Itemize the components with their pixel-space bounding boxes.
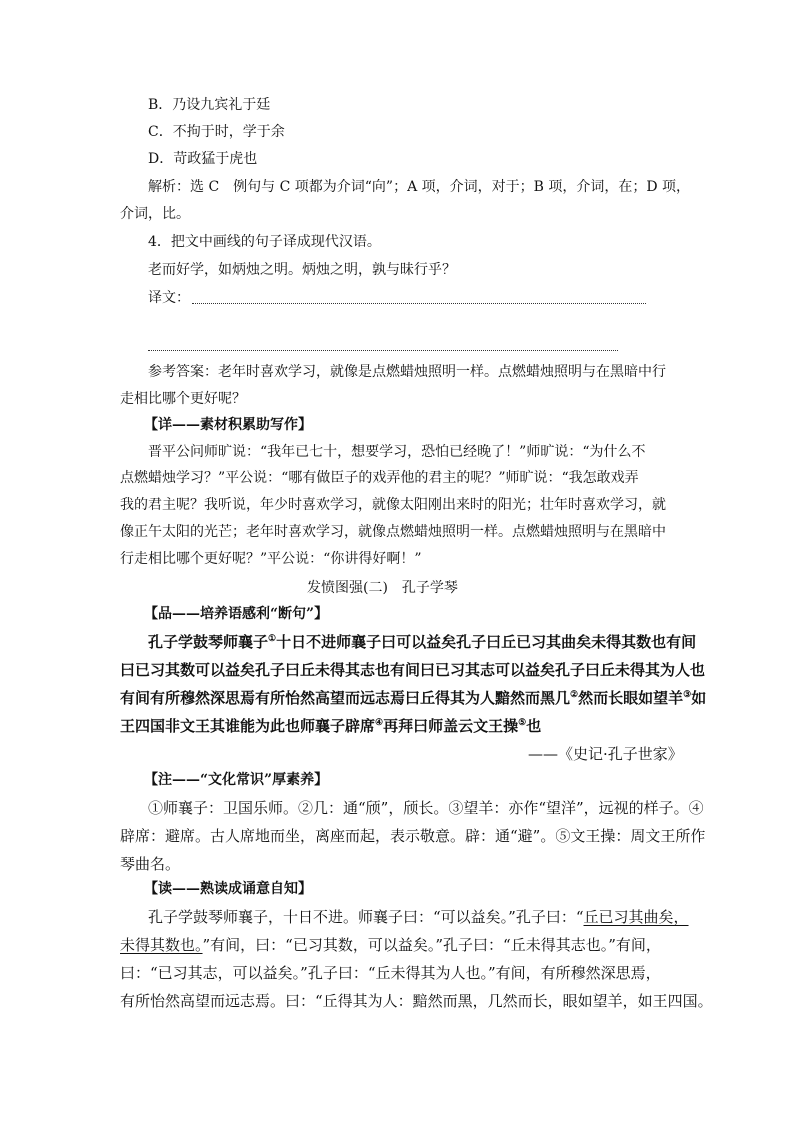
underlined-sentence-part-2: 未得其数也。	[120, 936, 203, 954]
read-line-1: 孔子学鼓琴师襄子，十日不进。师襄子曰：“可以益矣。”孔子曰：“丘已习其曲矣，	[148, 908, 689, 926]
note-line-2: 辟席：避席。古人席地而坐，离座而起，表示敬意。辟：通“避”。⑤文王操：周文王所作	[120, 827, 706, 845]
analysis-line-1: 解析：选 C 例句与 C 项都为介词“向”；A 项，介词，对于；B 项，介词，在；D 项，	[148, 179, 691, 195]
unpunctuated-line-2: 曰已习其数可以益矣孔子曰丘未得其志也有间曰已习其志可以益矣孔子曰丘未得其为人也	[120, 661, 706, 679]
unpunctuated-line-3: 有间有所穆然深思焉有所怡然高望而远志焉曰丘得其为人黯然而黑几②然而长眼如望羊③如	[120, 689, 707, 707]
footnote-marker-3: ③	[683, 690, 692, 700]
section-detail-heading: 【详——素材积累助写作】	[144, 417, 312, 433]
footnote-marker-4: ④	[375, 718, 384, 728]
detail-line-4: 像正午太阳的光芒；老年时喜欢学习，就像点燃蜡烛照明一样。点燃蜡烛照明与在黑暗中	[120, 524, 666, 540]
section-read-heading: 【读——熟读成诵意自知】	[144, 881, 312, 897]
unpunctuated-line-4: 王四国非文王其谁能为此也师襄子辟席④再拜曰师盖云文王操⑤也	[120, 717, 542, 735]
option-b: B．乃设九宾礼于廷	[148, 97, 271, 113]
note-line-1: ①师襄子：卫国乐师。②几：通“颀”，颀长。③望羊：亦作“望洋”，远视的样子。④	[148, 799, 704, 817]
story-title: 发愤图强(二) 孔子学琴	[307, 580, 458, 596]
underlined-sentence-part-1: 丘已习其曲矣，	[583, 908, 689, 926]
source-citation: ——《史记·孔子世家》	[528, 745, 683, 763]
answer-blank-line-1[interactable]	[192, 303, 646, 304]
option-d: D．苛政猛于虎也	[148, 151, 258, 167]
unpunctuated-line-1: 孔子学鼓琴师襄子①十日不进师襄子曰可以益矣孔子曰丘已习其曲矣未得其数也有间	[148, 633, 697, 651]
note-line-3: 琴曲名。	[120, 855, 181, 873]
read-line-2: 未得其数也。”有间，曰：“已习其数，可以益矣。”孔子曰：“丘未得其志也。”有间，	[120, 936, 661, 954]
analysis-line-2: 介词，比。	[120, 206, 190, 222]
detail-line-1: 晋平公问师旷说：“我年已七十，想要学习，恐怕已经晚了！”师旷说：“为什么不	[148, 444, 646, 460]
footnote-marker-2: ②	[570, 690, 579, 700]
option-c: C．不拘于时，学于余	[148, 124, 285, 140]
reference-answer-line-2: 走相比哪个更好呢？	[120, 391, 246, 407]
answer-label: 译文：	[148, 290, 190, 306]
reference-answer-line-1: 参考答案：老年时喜欢学习，就像是点燃蜡烛照明一样。点燃蜡烛照明与在黑暗中行	[148, 364, 666, 380]
read-line-4: 有所怡然高望而远志焉。曰：“丘得其为人：黯然而黑，几然而长，眼如望羊，如王四国。	[120, 992, 713, 1010]
footnote-marker-5: ⑤	[518, 718, 527, 728]
question-4-sentence: 老而好学，如炳烛之明。炳烛之明，孰与昧行乎？	[148, 262, 456, 278]
section-pin-heading: 【品——培养语感利“断句”】	[144, 606, 329, 622]
detail-line-5: 行走相比哪个更好呢？”平公说：“你讲得好啊！”	[120, 551, 422, 567]
answer-blank-line-2[interactable]	[148, 350, 618, 351]
detail-line-2: 点燃蜡烛学习？”平公说：“哪有做臣子的戏弄他的君主的呢？”师旷说：“我怎敢戏弄	[120, 470, 639, 486]
read-line-3: 曰：“已习其志，可以益矣。”孔子曰：“丘未得其为人也。”有间，有所穆然深思焉，	[120, 964, 661, 982]
detail-line-3: 我的君主呢？我听说，年少时喜欢学习，就像太阳刚出来时的阳光；壮年时喜欢学习，就	[120, 497, 666, 513]
section-note-heading: 【注——“文化常识”厚素养】	[144, 772, 329, 788]
footnote-marker-1: ①	[268, 634, 277, 644]
question-4-prompt: 4．把文中画线的句子译成现代汉语。	[148, 234, 381, 250]
